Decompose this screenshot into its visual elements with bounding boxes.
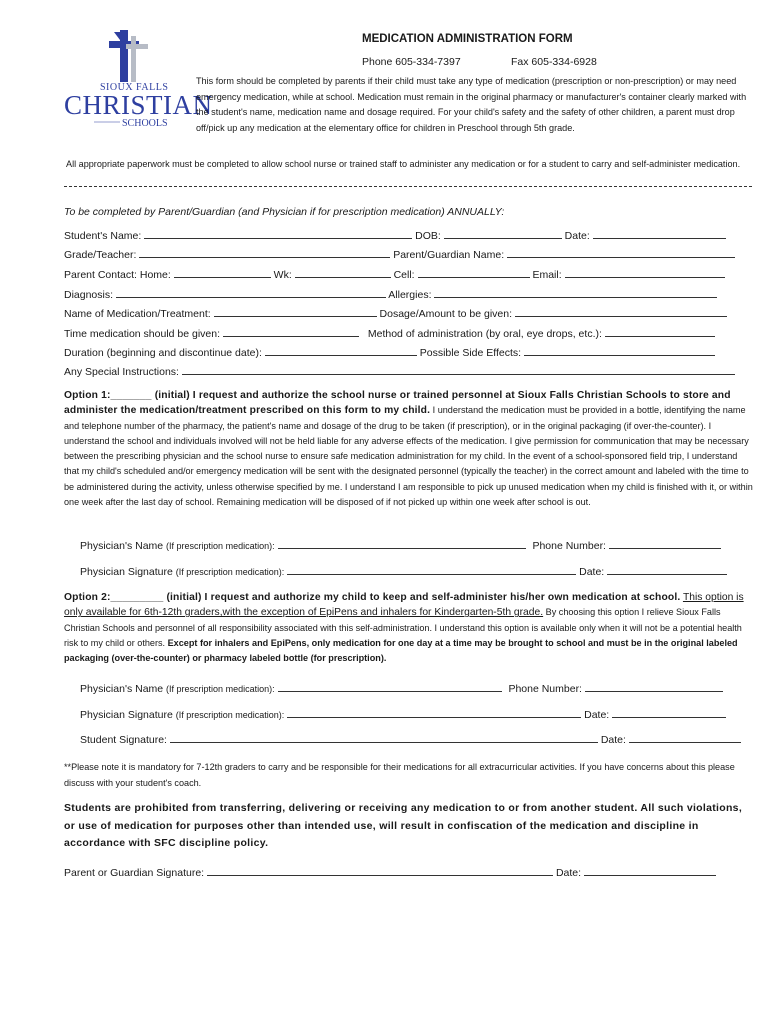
duration-row xyxy=(64,344,715,359)
allergies-label: Allergies: xyxy=(388,289,432,301)
option2-bold-body: Except for inhalers and EpiPens, only medication for one day at a time may be brought to school and must be in the original labeled packaging (over-the-counter) or pharmacy labeled bottle (for prescription). xyxy=(64,637,738,664)
option1-signature-row xyxy=(80,563,727,578)
diagnosis-row xyxy=(64,286,717,301)
side-effects-field[interactable] xyxy=(524,344,715,356)
option2-physician-name-note: (If prescription medication): xyxy=(166,684,275,694)
parent-signature-label: Parent or Guardian Signature: xyxy=(64,867,205,879)
grade-row xyxy=(64,246,735,261)
medication-name-field[interactable] xyxy=(214,305,377,317)
option1-date-field[interactable] xyxy=(607,563,727,575)
logo-line1: SIOUX FALLS xyxy=(100,82,169,93)
paperwork-paragraph: All appropriate paperwork must be completed to allow school nurse or trained staff to administer any medication or for a student to carry and self-administer medication. xyxy=(66,159,741,169)
option1-physician-row xyxy=(80,537,721,552)
student-signature-label: Student Signature: xyxy=(80,734,167,746)
time-given-field[interactable] xyxy=(223,325,359,337)
option2-signature-row xyxy=(80,706,726,721)
home-phone-field[interactable] xyxy=(174,266,271,278)
method-label: Method of administration (by oral, eye drops, etc.): xyxy=(367,328,602,340)
option1-signature-note: (If prescription medication): xyxy=(175,567,285,577)
cell-phone-field[interactable] xyxy=(418,266,530,278)
option1-body: I understand the medication must be provided in a bottle, identifying the name and telephone number of the pharmacy, the patient's name and dosage of the drug to be taken (if prescription), or in the original packaging (if over-the-counter). I understand the school and individuals involved will not be held liable for any adverse effects of the medication. I give permission for communication that may be necessary between the prescribing physician and the school nurse to ensure safe medication administration for my child. In the event of a school-sponsored field trip, I understand that my child's scheduled and/or emergency medication will be sent with the designated personnel (typically the teacher) in the correct amount and labeled with the time to be administered during the activity, unless otherwise specified by me. I understand I am responsible to pick up unused medication when my child is finished with it, or within one week after the last day of school. Remaining medication will be disposed of if not picked up within one week after school is out. xyxy=(64,405,753,508)
student-info-row xyxy=(64,227,726,242)
option1-heading: (initial) I request and authorize the school nurse or trained personnel at Sioux Falls Christian Schools to store and administer the medication/treatment prescribed on this form to my child. xyxy=(64,390,731,417)
side-effects-label: Possible Side Effects: xyxy=(419,347,522,359)
grade-teacher-field[interactable] xyxy=(139,246,390,258)
date-field[interactable] xyxy=(593,227,726,239)
medication-row xyxy=(64,305,727,320)
option1-signature-label: Physician Signature xyxy=(80,566,173,578)
cell-phone-label: Cell: xyxy=(393,269,415,281)
option1-physician-name-label: Physician's Name xyxy=(80,540,164,552)
option2-signature-note: (If prescription medication): xyxy=(175,710,285,720)
option1-date-label: Date: xyxy=(579,566,605,578)
work-phone-label: Wk: xyxy=(273,269,292,281)
special-instructions-field[interactable] xyxy=(182,363,735,375)
duration-field[interactable] xyxy=(265,344,417,356)
logo-line2: CHRISTIAN xyxy=(64,90,213,120)
option2-initial-field[interactable]: _________ xyxy=(110,592,164,603)
dashed-divider xyxy=(64,186,752,187)
student-signature-field[interactable] xyxy=(170,731,598,743)
extracurricular-note: **Please note it is mandatory for 7-12th graders to carry and be responsible for their medications for all extracurricular activities. If you have concerns about this please discuss with your student's coach. xyxy=(64,762,735,788)
parent-name-label: Parent/Guardian Name: xyxy=(393,249,505,261)
school-logo xyxy=(62,28,213,133)
option2-signature-field[interactable] xyxy=(287,706,581,718)
contact-info xyxy=(362,56,722,68)
time-row xyxy=(64,325,715,340)
duration-label: Duration (beginning and discontinue date): xyxy=(64,347,262,359)
parent-date-label: Date: xyxy=(555,867,582,879)
diagnosis-label: Diagnosis: xyxy=(64,289,114,301)
section-heading: To be completed by Parent/Guardian (and Physician if for prescription medication) ANNUALLY: xyxy=(64,206,505,218)
time-given-label: Time medication should be given: xyxy=(64,328,221,340)
form-title: MEDICATION ADMINISTRATION FORM xyxy=(362,33,573,45)
option1-initial-field[interactable]: _______ xyxy=(110,390,152,401)
fax-number: Fax 605-334-6928 xyxy=(511,56,597,68)
dosage-label: Dosage/Amount to be given: xyxy=(379,308,513,320)
student-name-label: Student's Name: xyxy=(64,230,142,242)
date-label: Date: xyxy=(564,230,590,242)
option2-phone-field[interactable] xyxy=(585,680,723,692)
option1-physician-name-note: (If prescription medication): xyxy=(166,541,275,551)
parent-signature-field[interactable] xyxy=(207,864,553,876)
option2-eligibility: This option is only available for 6th-12th graders,with the exception of EpiPens and inhalers for Kindergarten-5th grade. xyxy=(64,592,744,619)
option1-prefix: Option 1: xyxy=(64,390,111,401)
option1-physician-name-field[interactable] xyxy=(278,537,526,549)
phone-number: Phone 605-334-7397 xyxy=(362,56,461,68)
diagnosis-field[interactable] xyxy=(116,286,386,298)
option2-paragraph xyxy=(64,590,754,666)
option2-date-field[interactable] xyxy=(612,706,726,718)
method-field[interactable] xyxy=(605,325,715,337)
prohibition-warning: Students are prohibited from transferring, delivering or receiving any medication to or from another student. All such violations, or use of medication for purposes other than intended use, will result in confiscation of the medication and discipline in accordance with SFC discipline policy. xyxy=(64,802,743,849)
dob-label: DOB: xyxy=(415,230,441,242)
student-signature-row xyxy=(80,731,741,746)
option2-prefix: Option 2: xyxy=(64,592,111,603)
cross-logo-icon xyxy=(62,28,213,133)
option2-physician-name-label: Physician's Name xyxy=(80,683,164,695)
parent-date-field[interactable] xyxy=(584,864,716,876)
option1-phone-field[interactable] xyxy=(609,537,721,549)
option2-physician-row xyxy=(80,680,723,695)
option1-phone-label: Phone Number: xyxy=(532,540,606,552)
student-date-field[interactable] xyxy=(629,731,741,743)
special-instructions-label: Any Special Instructions: xyxy=(64,366,179,378)
grade-teacher-label: Grade/Teacher: xyxy=(64,249,137,261)
logo-line3: SCHOOLS xyxy=(122,118,168,129)
intro-paragraph: This form should be completed by parents if their child must take any type of medication (prescription or non-prescription) or may need emergency medication, while at school. Medication must remain in the original pharmacy or manufacturer's container clearly marked with the student's name, medication name and dosage required. For your child's safety and the safety of other children, a parent must drop off/pick up any medication at the elementary office for children in Preschool through 5th grade. xyxy=(196,76,747,133)
option2-signature-label: Physician Signature xyxy=(80,709,173,721)
student-date-label: Date: xyxy=(600,734,626,746)
medication-name-label: Name of Medication/Treatment: xyxy=(64,308,211,320)
contact-row xyxy=(64,266,725,281)
option2-heading: (initial) I request and authorize my child to keep and self-administer his/her own medication at school. xyxy=(163,592,681,603)
option2-phone-label: Phone Number: xyxy=(508,683,582,695)
option2-physician-name-field[interactable] xyxy=(278,680,502,692)
special-row xyxy=(64,363,735,378)
dob-field[interactable] xyxy=(444,227,562,239)
allergies-field[interactable] xyxy=(434,286,717,298)
dosage-field[interactable] xyxy=(515,305,727,317)
home-phone-label: Parent Contact: Home: xyxy=(64,269,171,281)
email-field[interactable] xyxy=(565,266,725,278)
parent-name-field[interactable] xyxy=(507,246,735,258)
parent-signature-row xyxy=(64,864,716,879)
option1-signature-field[interactable] xyxy=(287,563,576,575)
option2-body: By choosing this option I relieve Sioux Falls Christian Schools and personnel of all responsibility associated with this self-administration. I understand this option is available only when it will not be a potential health risk to my child or others. xyxy=(64,607,742,648)
email-label: Email: xyxy=(532,269,562,281)
student-name-field[interactable] xyxy=(144,227,412,239)
option1-paragraph xyxy=(64,388,754,510)
option2-date-label: Date: xyxy=(584,709,610,721)
work-phone-field[interactable] xyxy=(295,266,391,278)
